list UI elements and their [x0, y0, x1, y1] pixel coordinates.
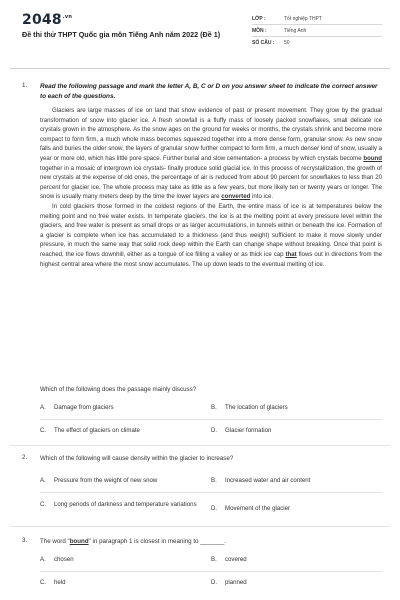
passage-paragraph-1: Glaciers are large masses of ice on land that show evidence of past or present movement. They grow by the gradual transformation of snow into glacier ice. A fresh snowfall is a fluffy mass of loosely packed snowflakes, small delicate ice crystals grown in the atmosphere. As the snow ages on the ground for weeks or months, the crystals shrink and become more compact to form firm, a much whole mass becomes squeezed together into a more dense form, granular snow. As new snow falls and buries the older snow, the layers of granular snow further compact to form firm, a much denser kind of snow, usually a year or more old, which has little pore space. Further burial and slow cementation- a process by which crystals become bound together in a mosaic of intergrown ice crystals- finally produce solid glacial ice. In this process of recrystallization, the growth of new crystals at the expense of old ones, the percentage of air is reduced from about 90 percent for snowflakes to less than 20 percent for glacier ice. The whole process may take as little as a few years, but more likely ten or twenty years or longer. The snow is usually many meters deep by the time the lower layers are converted into ice.	[40, 107, 382, 201]
q3-option-divider	[40, 571, 382, 572]
q1-option-divider	[40, 419, 382, 420]
question-1-number: 1.	[22, 82, 28, 89]
question-divider-1	[10, 445, 390, 446]
page-header	[0, 0, 400, 64]
q3-option-b[interactable]: B. covered	[211, 556, 247, 563]
q2-option-c[interactable]: C. Long periods of darkness and temperature variations	[40, 501, 197, 508]
exam-title: Đề thi thử THPT Quốc gia môn Tiếng Anh năm 2022 (Đề 1)	[22, 30, 221, 39]
meta-row-class: LỚP : Tốt nghiệp THPT	[252, 13, 382, 25]
question-3-text: The word "bound" in paragraph 1 is closest in meaning to _______.	[40, 538, 227, 545]
question-2-number: 2.	[22, 454, 28, 461]
passage-paragraph-2: In cold glaciers those formed in the coldest regions of the Earth, the entire mass of ice is at temperatures below the melting point and no free water exists. In temperate glaciers, the ice is at the melting point at every pressure level within the glaciers, and free water is present as small drops or as larger accumulations, in tunnels within or beneath the ice. Formation of a glacier is complete when ice has accumulated to a thickness (and thus weight) sufficient to make it move slowly under pressure, in much the same way that solid rock deep within the Earth can change shape without breaking. Once that point is reached, the ice flows downhill, either as a tongue of ice filling a valley or as thick ice cap that flows out in directions from the highest central area where the most snow accumulates. The up down leads to the eventual melting of ice.	[40, 202, 383, 268]
q1-option-d[interactable]: D. Glacier formation	[211, 427, 272, 434]
q3-option-c[interactable]: C. held	[40, 579, 66, 586]
highlighted-word-that: that	[285, 250, 297, 258]
site-logo[interactable]: $2048^{.vn}$	[22, 12, 73, 28]
question-divider-2	[10, 526, 390, 527]
question-2-text: Which of the following will cause density within the glacier to increase?	[40, 455, 234, 462]
reading-passage	[40, 106, 382, 269]
meta-row-question-count: SỐ CÂU : 50	[252, 40, 290, 46]
highlighted-word-bound: bound	[363, 154, 382, 162]
exam-meta	[252, 13, 382, 49]
q2-option-a[interactable]: A. Pressure from the weight of new snow	[40, 477, 158, 484]
q2-option-divider	[40, 492, 382, 493]
q2-option-d[interactable]: D. Movement of the glacier	[211, 505, 291, 512]
q3-option-a[interactable]: A. chosen	[40, 556, 74, 563]
question-1-text: Which of the following does the passage mainly discuss?	[40, 386, 197, 393]
highlighted-word-converted: converted	[221, 193, 251, 201]
question-3-keyword: bound	[69, 538, 89, 545]
q1-option-a[interactable]: A. Damage from glaciers	[40, 404, 114, 411]
q3-option-d[interactable]: D. planned	[211, 579, 247, 586]
q1-option-b[interactable]: B. The location of glaciers	[211, 404, 288, 411]
q1-option-c[interactable]: C. The effect of glaciers on climate	[40, 427, 140, 434]
question-3-number: 3.	[22, 537, 28, 544]
q2-option-b[interactable]: B. Increased water and air content	[211, 477, 311, 484]
header-divider	[10, 68, 390, 69]
meta-row-subject: MÔN : Tiếng Anh	[252, 25, 382, 37]
question-1-instruction: Read the following passage and mark the letter A, B, C or D on you answer sheet to indicate the correct answer to each of the questions.	[40, 83, 378, 100]
